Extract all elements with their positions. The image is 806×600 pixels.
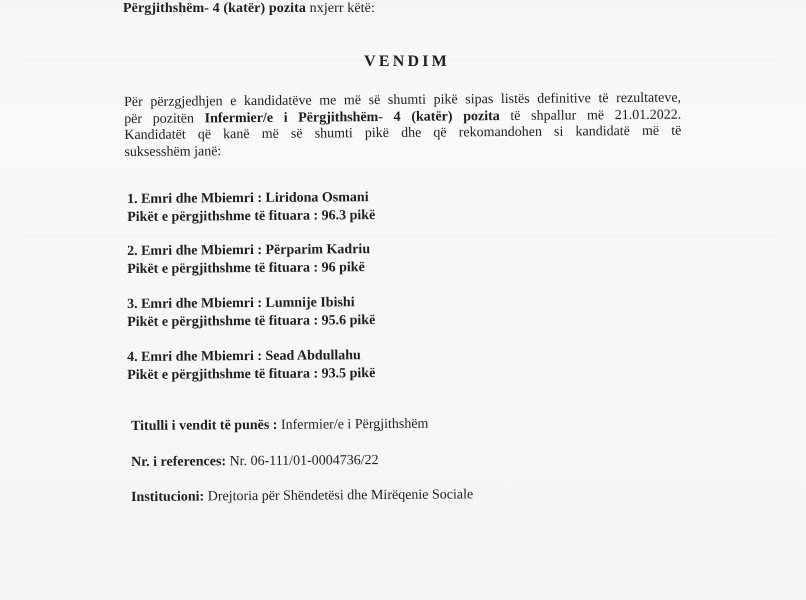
intro-line — [123, 1, 375, 17]
paragraph-line-4: suksesshëm janë: — [124, 143, 222, 160]
candidate-points-value: 96.3 pikë — [318, 208, 376, 224]
job-title-value: Infermier/e i Përgjithshëm — [277, 416, 429, 433]
decision-paragraph — [124, 91, 682, 161]
candidate-points-label: Pikët e përgjithshme të fituara : — [127, 208, 319, 225]
candidate-points-row — [127, 207, 375, 227]
candidate-item — [127, 347, 375, 385]
candidate-points-label: Pikët e përgjithshme të fituara : — [127, 260, 319, 277]
candidate-item — [127, 241, 370, 279]
candidate-item — [127, 294, 375, 332]
intro-bold: Përgjithshëm- 4 (katër) pozita — [123, 1, 307, 16]
job-title-label: Titulli i vendit të punës : — [131, 417, 278, 434]
reference-value: Nr. 06-111/01-0004736/22 — [225, 453, 379, 470]
candidate-points-row — [127, 259, 370, 279]
candidate-name: 4. Emri dhe Mbiemri : Sead Abdullahu — [127, 348, 361, 365]
faint-bleed-line — [20, 236, 780, 237]
candidate-points-value: 95.6 pikë — [318, 313, 376, 329]
paragraph-line-2-post: të shpallur më 21.01.2022. — [499, 107, 682, 124]
candidate-item — [127, 189, 375, 227]
job-title-row — [131, 417, 428, 435]
reference-row — [131, 453, 379, 471]
position-name: Infermier/e i Përgjithshëm- 4 (katër) pozita — [204, 108, 500, 126]
institution-row — [131, 487, 473, 506]
institution-value: Drejtoria për Shëndetësi dhe Mirëqenie Sociale — [204, 487, 474, 505]
candidate-points-value: 93.5 pikë — [318, 366, 376, 382]
paragraph-line-1: Për përzgjedhjen e kandidatëve me më së shumti pikë sipas listës definitive të rezultateve, — [124, 90, 682, 110]
candidate-name: 3. Emri dhe Mbiemri : Lumnije Ibishi — [127, 295, 355, 312]
candidate-points-row — [127, 312, 375, 332]
institution-label: Institucioni: — [131, 489, 205, 505]
candidate-points-label: Pikët e përgjithshme të fituara : — [127, 366, 319, 383]
candidate-name: 2. Emri dhe Mbiemri : Përparim Kadriu — [127, 242, 371, 259]
intro-rest: nxjerr këtë: — [306, 1, 375, 16]
document-title: VENDIM — [364, 53, 450, 70]
paragraph-line-2-pre: për pozitën — [124, 110, 205, 127]
candidate-name: 1. Emri dhe Mbiemri : Liridona Osmani — [127, 190, 369, 207]
reference-label: Nr. i references: — [131, 454, 227, 470]
candidate-points-row — [127, 365, 375, 385]
paragraph-line-3: Kandidatët që kanë më së shumti pikë dhe që rekomandohen si kandidatë më të — [124, 123, 682, 143]
candidate-points-value: 96 pikë — [318, 260, 365, 276]
candidate-points-label: Pikët e përgjithshme të fituara : — [127, 313, 319, 330]
